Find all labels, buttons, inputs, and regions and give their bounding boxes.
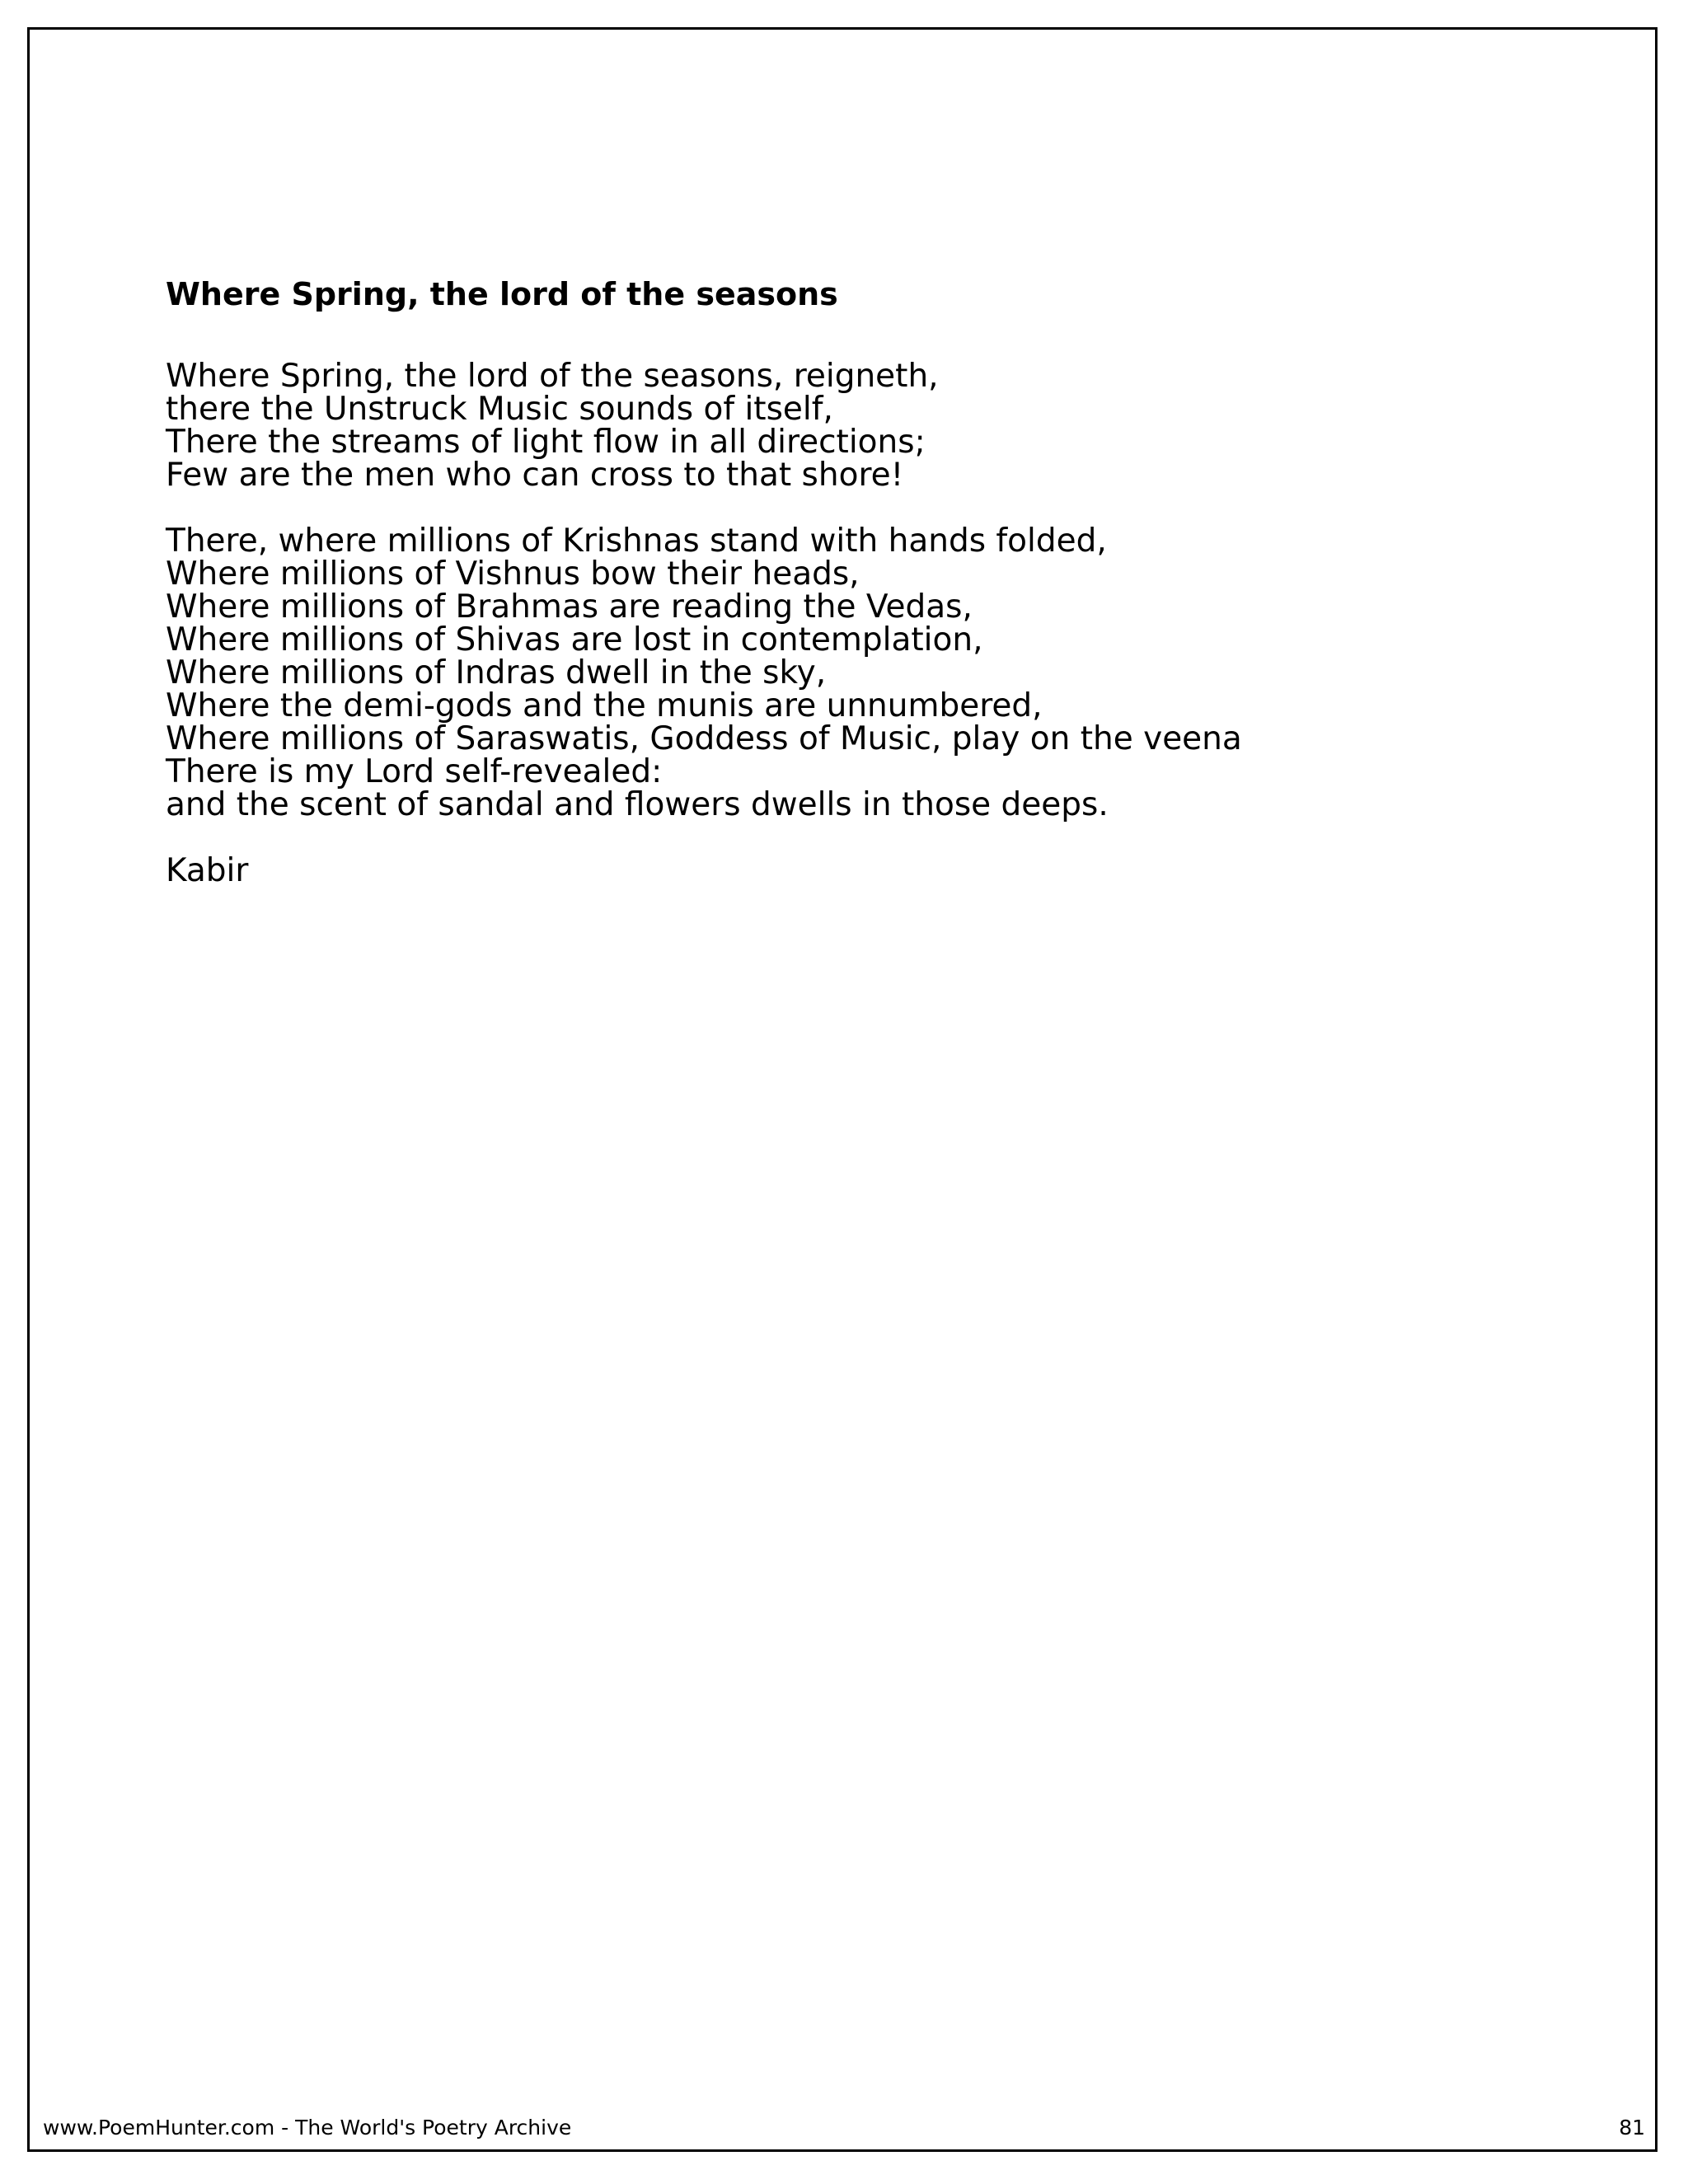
poem-line: There, where millions of Krishnas stand with hands folded, xyxy=(166,523,1107,560)
poem-title: Where Spring, the lord of the seasons xyxy=(166,276,838,312)
poem-line: Where millions of Shivas are lost in contemplation, xyxy=(166,621,983,658)
poem-line: there the Unstruck Music sounds of itself, xyxy=(166,391,833,428)
poem-line: Where millions of Vishnus bow their heads, xyxy=(166,555,860,593)
poem-line: and the scent of sandal and flowers dwells in those deeps. xyxy=(166,786,1109,823)
poem-line: There the streams of light flow in all directions; xyxy=(166,424,926,461)
page-frame xyxy=(27,27,1658,2152)
poem-body xyxy=(166,360,1242,888)
poem-line: There is my Lord self-revealed: xyxy=(166,753,663,790)
poem-line: Where the demi-gods and the munis are unnumbered, xyxy=(166,687,1043,724)
poem-line: Where millions of Saraswatis, Goddess of Music, play on the veena xyxy=(166,720,1242,757)
poem-line: Where millions of Brahmas are reading the Vedas, xyxy=(166,588,973,626)
poem-line: Where Spring, the lord of the seasons, reigneth, xyxy=(166,358,939,395)
stanza-2 xyxy=(166,525,1242,822)
footer-source: www.PoemHunter.com - The World's Poetry Archive xyxy=(43,2116,572,2139)
poem-line: Where millions of Indras dwell in the sky, xyxy=(166,654,827,691)
stanza-1 xyxy=(166,360,1242,492)
page-number: 81 xyxy=(1619,2116,1645,2139)
poem-author: Kabir xyxy=(166,852,249,889)
poem-line: Few are the men who can cross to that shore! xyxy=(166,457,904,494)
